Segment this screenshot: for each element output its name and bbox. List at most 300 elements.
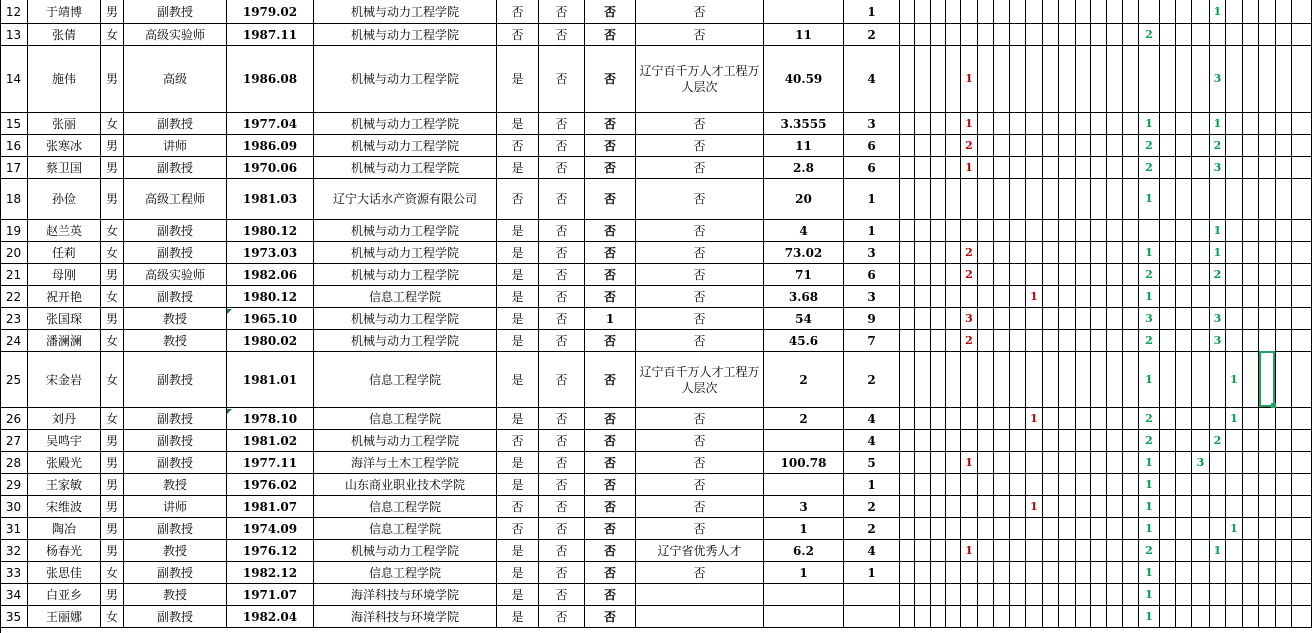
narrow-cell[interactable]: [1292, 157, 1312, 178]
cell-unit[interactable]: [314, 24, 497, 45]
narrow-cell[interactable]: [1076, 157, 1091, 178]
narrow-cell[interactable]: [1243, 135, 1259, 156]
narrow-cell[interactable]: [1076, 264, 1091, 285]
cell-date[interactable]: [227, 330, 314, 351]
narrow-cell[interactable]: [1292, 496, 1312, 517]
narrow-cell[interactable]: [1226, 242, 1243, 263]
narrow-cell[interactable]: [1276, 179, 1292, 219]
narrow-cell[interactable]: [1243, 264, 1259, 285]
narrow-cell[interactable]: [1160, 584, 1176, 605]
narrow-cell[interactable]: [978, 518, 994, 539]
narrow-cell[interactable]: [1276, 220, 1292, 241]
cell-name[interactable]: [28, 352, 101, 407]
mark-cell-k[interactable]: 1: [1210, 242, 1226, 263]
cell-c1[interactable]: [497, 135, 539, 156]
cell-fund[interactable]: [764, 330, 844, 351]
cell-c2[interactable]: [539, 474, 585, 495]
narrow-cell[interactable]: [1259, 606, 1276, 627]
narrow-cell[interactable]: [1243, 452, 1259, 473]
cell-name[interactable]: [28, 606, 101, 627]
cell-no[interactable]: [0, 24, 28, 45]
narrow-cell[interactable]: [1107, 452, 1123, 473]
narrow-cell[interactable]: [1107, 474, 1123, 495]
cell-title[interactable]: [124, 452, 227, 473]
narrow-cell[interactable]: [1123, 540, 1139, 561]
narrow-cell[interactable]: [1160, 46, 1176, 112]
cell-talent[interactable]: [636, 452, 764, 473]
narrow-cell[interactable]: [931, 518, 946, 539]
mark-cell-j[interactable]: 3: [1192, 452, 1210, 473]
cell-c1[interactable]: [497, 157, 539, 178]
cell-c2[interactable]: [539, 264, 585, 285]
cell-unit[interactable]: [314, 179, 497, 219]
narrow-cell[interactable]: [1192, 584, 1210, 605]
cell-c1[interactable]: [497, 562, 539, 583]
cell-fund[interactable]: [764, 157, 844, 178]
mark-cell-b[interactable]: 2: [961, 135, 978, 156]
narrow-cell[interactable]: [1243, 474, 1259, 495]
cell-date[interactable]: [227, 430, 314, 451]
narrow-cell[interactable]: [994, 286, 1010, 307]
cell-unit[interactable]: [314, 408, 497, 429]
narrow-cell[interactable]: [1243, 518, 1259, 539]
narrow-cell[interactable]: [1139, 46, 1160, 112]
narrow-cell[interactable]: [1059, 452, 1076, 473]
narrow-cell[interactable]: [1107, 562, 1123, 583]
cell-talent[interactable]: [636, 308, 764, 329]
cell-no[interactable]: [0, 474, 28, 495]
narrow-cell[interactable]: [915, 242, 931, 263]
narrow-cell[interactable]: [1292, 584, 1312, 605]
cell-title[interactable]: [124, 562, 227, 583]
narrow-cell[interactable]: [1043, 352, 1059, 407]
mark-cell-b[interactable]: 3: [961, 308, 978, 329]
cell-fund[interactable]: [764, 135, 844, 156]
narrow-cell[interactable]: [1043, 264, 1059, 285]
narrow-cell[interactable]: [1076, 606, 1091, 627]
mark-cell-i[interactable]: 2: [1139, 135, 1160, 156]
cell-c3[interactable]: [585, 562, 636, 583]
narrow-cell[interactable]: [994, 220, 1010, 241]
narrow-cell[interactable]: [1107, 518, 1123, 539]
cell-fund[interactable]: [764, 408, 844, 429]
narrow-cell[interactable]: [961, 352, 978, 407]
cell-count[interactable]: [844, 430, 900, 451]
cell-no[interactable]: [0, 562, 28, 583]
narrow-cell[interactable]: [900, 352, 915, 407]
narrow-cell[interactable]: [915, 606, 931, 627]
narrow-cell[interactable]: [1123, 220, 1139, 241]
cell-title[interactable]: [124, 408, 227, 429]
narrow-cell[interactable]: [1123, 179, 1139, 219]
narrow-cell[interactable]: [946, 540, 961, 561]
cell-fund[interactable]: [764, 24, 844, 45]
narrow-cell[interactable]: [1210, 352, 1226, 407]
narrow-cell[interactable]: [1276, 242, 1292, 263]
cell-c2[interactable]: [539, 562, 585, 583]
narrow-cell[interactable]: [946, 46, 961, 112]
narrow-cell[interactable]: [1010, 308, 1026, 329]
mark-cell-i[interactable]: 1: [1139, 352, 1160, 407]
cell-fund[interactable]: [764, 518, 844, 539]
narrow-cell[interactable]: [1226, 606, 1243, 627]
cell-unit[interactable]: [314, 46, 497, 112]
mark-cell-k[interactable]: 2: [1210, 430, 1226, 451]
narrow-cell[interactable]: [1107, 584, 1123, 605]
cell-c1[interactable]: [497, 286, 539, 307]
cell-unit[interactable]: [314, 135, 497, 156]
cell-unit[interactable]: [314, 496, 497, 517]
narrow-cell[interactable]: [1107, 242, 1123, 263]
cell-c3[interactable]: [585, 474, 636, 495]
narrow-cell[interactable]: [946, 264, 961, 285]
narrow-cell[interactable]: [1276, 606, 1292, 627]
cell-gender[interactable]: [101, 408, 124, 429]
narrow-cell[interactable]: [915, 113, 931, 134]
narrow-cell[interactable]: [1243, 584, 1259, 605]
narrow-cell[interactable]: [1292, 430, 1312, 451]
narrow-cell[interactable]: [1276, 474, 1292, 495]
cell-c1[interactable]: [497, 0, 539, 23]
narrow-cell[interactable]: [946, 330, 961, 351]
narrow-cell[interactable]: [915, 518, 931, 539]
narrow-cell[interactable]: [900, 135, 915, 156]
narrow-cell[interactable]: [978, 430, 994, 451]
cell-count[interactable]: [844, 606, 900, 627]
cell-fund[interactable]: [764, 242, 844, 263]
narrow-cell[interactable]: [1043, 46, 1059, 112]
cell-name[interactable]: [28, 242, 101, 263]
narrow-cell[interactable]: [900, 518, 915, 539]
narrow-cell[interactable]: [1107, 135, 1123, 156]
cell-name[interactable]: [28, 540, 101, 561]
narrow-cell[interactable]: [1226, 135, 1243, 156]
cell-c2[interactable]: [539, 452, 585, 473]
narrow-cell[interactable]: [1123, 584, 1139, 605]
mark-cell-k[interactable]: 1: [1210, 0, 1226, 23]
cell-c1[interactable]: [497, 220, 539, 241]
narrow-cell[interactable]: [1210, 584, 1226, 605]
narrow-cell[interactable]: [946, 242, 961, 263]
narrow-cell[interactable]: [946, 24, 961, 45]
narrow-cell[interactable]: [1176, 452, 1192, 473]
cell-date[interactable]: [227, 220, 314, 241]
narrow-cell[interactable]: [1043, 606, 1059, 627]
cell-no[interactable]: [0, 408, 28, 429]
cell-no[interactable]: [0, 584, 28, 605]
narrow-cell[interactable]: [978, 46, 994, 112]
narrow-cell[interactable]: [900, 606, 915, 627]
cell-c1[interactable]: [497, 113, 539, 134]
cell-title[interactable]: [124, 113, 227, 134]
narrow-cell[interactable]: [1123, 408, 1139, 429]
narrow-cell[interactable]: [1259, 408, 1276, 429]
narrow-cell[interactable]: [1160, 179, 1176, 219]
narrow-cell[interactable]: [1123, 264, 1139, 285]
narrow-cell[interactable]: [1276, 408, 1292, 429]
mark-cell-i[interactable]: 2: [1139, 430, 1160, 451]
narrow-cell[interactable]: [961, 474, 978, 495]
narrow-cell[interactable]: [1059, 135, 1076, 156]
narrow-cell[interactable]: [1276, 157, 1292, 178]
narrow-cell[interactable]: [1010, 330, 1026, 351]
narrow-cell[interactable]: [1059, 330, 1076, 351]
narrow-cell[interactable]: [1123, 135, 1139, 156]
narrow-cell[interactable]: [1259, 452, 1276, 473]
cell-talent[interactable]: [636, 157, 764, 178]
narrow-cell[interactable]: [1243, 330, 1259, 351]
narrow-cell[interactable]: [1192, 496, 1210, 517]
narrow-cell[interactable]: [915, 308, 931, 329]
cell-talent[interactable]: [636, 135, 764, 156]
cell-gender[interactable]: [101, 264, 124, 285]
narrow-cell[interactable]: [1176, 408, 1192, 429]
narrow-cell[interactable]: [1243, 242, 1259, 263]
cell-talent[interactable]: [636, 584, 764, 605]
narrow-cell[interactable]: [978, 242, 994, 263]
narrow-cell[interactable]: [931, 0, 946, 23]
cell-c3[interactable]: [585, 584, 636, 605]
narrow-cell[interactable]: [1010, 496, 1026, 517]
cell-gender[interactable]: [101, 496, 124, 517]
narrow-cell[interactable]: [1226, 562, 1243, 583]
cell-name[interactable]: [28, 330, 101, 351]
narrow-cell[interactable]: [1226, 430, 1243, 451]
narrow-cell[interactable]: [1259, 242, 1276, 263]
narrow-cell[interactable]: [1107, 408, 1123, 429]
cell-fund[interactable]: [764, 430, 844, 451]
narrow-cell[interactable]: [931, 135, 946, 156]
narrow-cell[interactable]: [1010, 352, 1026, 407]
narrow-cell[interactable]: [1026, 308, 1043, 329]
narrow-cell[interactable]: [1026, 264, 1043, 285]
cell-name[interactable]: [28, 474, 101, 495]
narrow-cell[interactable]: [1059, 430, 1076, 451]
cell-count[interactable]: [844, 496, 900, 517]
narrow-cell[interactable]: [1292, 286, 1312, 307]
cell-gender[interactable]: [101, 352, 124, 407]
narrow-cell[interactable]: [1059, 308, 1076, 329]
cell-c2[interactable]: [539, 286, 585, 307]
narrow-cell[interactable]: [1192, 220, 1210, 241]
narrow-cell[interactable]: [1059, 179, 1076, 219]
cell-count[interactable]: [844, 584, 900, 605]
narrow-cell[interactable]: [1091, 474, 1107, 495]
narrow-cell[interactable]: [1091, 540, 1107, 561]
narrow-cell[interactable]: [1010, 24, 1026, 45]
narrow-cell[interactable]: [1043, 179, 1059, 219]
narrow-cell[interactable]: [1123, 308, 1139, 329]
cell-name[interactable]: [28, 518, 101, 539]
narrow-cell[interactable]: [900, 179, 915, 219]
cell-name[interactable]: [28, 157, 101, 178]
narrow-cell[interactable]: [1043, 242, 1059, 263]
mark-cell-i[interactable]: 1: [1139, 606, 1160, 627]
narrow-cell[interactable]: [1107, 308, 1123, 329]
narrow-cell[interactable]: [1107, 286, 1123, 307]
narrow-cell[interactable]: [931, 242, 946, 263]
narrow-cell[interactable]: [915, 24, 931, 45]
narrow-cell[interactable]: [1091, 286, 1107, 307]
narrow-cell[interactable]: [1043, 540, 1059, 561]
narrow-cell[interactable]: [1010, 157, 1026, 178]
narrow-cell[interactable]: [1226, 474, 1243, 495]
narrow-cell[interactable]: [1076, 0, 1091, 23]
cell-title[interactable]: [124, 496, 227, 517]
narrow-cell[interactable]: [1091, 352, 1107, 407]
cell-gender[interactable]: [101, 242, 124, 263]
narrow-cell[interactable]: [1091, 408, 1107, 429]
narrow-cell[interactable]: [1043, 474, 1059, 495]
narrow-cell[interactable]: [915, 286, 931, 307]
narrow-cell[interactable]: [1091, 264, 1107, 285]
narrow-cell[interactable]: [1043, 496, 1059, 517]
narrow-cell[interactable]: [1076, 308, 1091, 329]
narrow-cell[interactable]: [1226, 179, 1243, 219]
narrow-cell[interactable]: [1059, 518, 1076, 539]
narrow-cell[interactable]: [1226, 0, 1243, 23]
narrow-cell[interactable]: [1076, 474, 1091, 495]
narrow-cell[interactable]: [931, 474, 946, 495]
cell-gender[interactable]: [101, 179, 124, 219]
narrow-cell[interactable]: [1276, 135, 1292, 156]
mark-cell-i[interactable]: 1: [1139, 286, 1160, 307]
mark-cell-l[interactable]: 1: [1226, 352, 1243, 407]
cell-fund[interactable]: [764, 352, 844, 407]
narrow-cell[interactable]: [1010, 113, 1026, 134]
narrow-cell[interactable]: [978, 264, 994, 285]
cell-title[interactable]: [124, 157, 227, 178]
narrow-cell[interactable]: [1076, 179, 1091, 219]
mark-cell-i[interactable]: 1: [1139, 113, 1160, 134]
cell-unit[interactable]: [314, 308, 497, 329]
cell-title[interactable]: [124, 286, 227, 307]
cell-gender[interactable]: [101, 430, 124, 451]
narrow-cell[interactable]: [1292, 24, 1312, 45]
cell-date[interactable]: [227, 518, 314, 539]
cell-date[interactable]: [227, 46, 314, 112]
narrow-cell[interactable]: [915, 452, 931, 473]
narrow-cell[interactable]: [1123, 242, 1139, 263]
narrow-cell[interactable]: [1276, 584, 1292, 605]
narrow-cell[interactable]: [1076, 408, 1091, 429]
narrow-cell[interactable]: [900, 157, 915, 178]
narrow-cell[interactable]: [1292, 606, 1312, 627]
narrow-cell[interactable]: [1043, 408, 1059, 429]
narrow-cell[interactable]: [1276, 24, 1292, 45]
narrow-cell[interactable]: [915, 264, 931, 285]
narrow-cell[interactable]: [1276, 113, 1292, 134]
narrow-cell[interactable]: [1026, 352, 1043, 407]
cell-fund[interactable]: [764, 496, 844, 517]
narrow-cell[interactable]: [1176, 352, 1192, 407]
cell-date[interactable]: [227, 135, 314, 156]
cell-talent[interactable]: [636, 242, 764, 263]
narrow-cell[interactable]: [961, 179, 978, 219]
narrow-cell[interactable]: [1210, 496, 1226, 517]
mark-cell-l[interactable]: 1: [1226, 518, 1243, 539]
narrow-cell[interactable]: [1292, 562, 1312, 583]
mark-cell-k[interactable]: 2: [1210, 135, 1226, 156]
cell-date[interactable]: [227, 0, 314, 23]
narrow-cell[interactable]: [1192, 242, 1210, 263]
cell-unit[interactable]: [314, 474, 497, 495]
narrow-cell[interactable]: [1010, 430, 1026, 451]
narrow-cell[interactable]: [1160, 157, 1176, 178]
narrow-cell[interactable]: [961, 606, 978, 627]
cell-c1[interactable]: [497, 179, 539, 219]
narrow-cell[interactable]: [900, 408, 915, 429]
cell-c2[interactable]: [539, 46, 585, 112]
cell-unit[interactable]: [314, 113, 497, 134]
narrow-cell[interactable]: [1026, 0, 1043, 23]
cell-count[interactable]: [844, 24, 900, 45]
narrow-cell[interactable]: [1276, 452, 1292, 473]
narrow-cell[interactable]: [978, 308, 994, 329]
narrow-cell[interactable]: [946, 518, 961, 539]
narrow-cell[interactable]: [1026, 46, 1043, 112]
cell-c1[interactable]: [497, 452, 539, 473]
narrow-cell[interactable]: [1059, 540, 1076, 561]
cell-gender[interactable]: [101, 220, 124, 241]
cell-no[interactable]: [0, 330, 28, 351]
narrow-cell[interactable]: [1091, 496, 1107, 517]
cell-title[interactable]: [124, 308, 227, 329]
narrow-cell[interactable]: [1243, 308, 1259, 329]
narrow-cell[interactable]: [931, 496, 946, 517]
narrow-cell[interactable]: [1010, 286, 1026, 307]
cell-date[interactable]: [227, 606, 314, 627]
narrow-cell[interactable]: [900, 286, 915, 307]
narrow-cell[interactable]: [1043, 308, 1059, 329]
narrow-cell[interactable]: [1160, 562, 1176, 583]
mark-cell-e[interactable]: 1: [1026, 496, 1043, 517]
narrow-cell[interactable]: [1010, 46, 1026, 112]
mark-cell-k[interactable]: 3: [1210, 157, 1226, 178]
narrow-cell[interactable]: [915, 179, 931, 219]
narrow-cell[interactable]: [961, 220, 978, 241]
cell-c2[interactable]: [539, 157, 585, 178]
mark-cell-e[interactable]: 1: [1026, 408, 1043, 429]
cell-no[interactable]: [0, 242, 28, 263]
cell-fund[interactable]: [764, 0, 844, 23]
narrow-cell[interactable]: [1243, 496, 1259, 517]
narrow-cell[interactable]: [931, 179, 946, 219]
narrow-cell[interactable]: [1091, 430, 1107, 451]
cell-c1[interactable]: [497, 518, 539, 539]
narrow-cell[interactable]: [1059, 24, 1076, 45]
narrow-cell[interactable]: [1010, 0, 1026, 23]
narrow-cell[interactable]: [915, 330, 931, 351]
narrow-cell[interactable]: [1259, 0, 1276, 23]
narrow-cell[interactable]: [900, 452, 915, 473]
narrow-cell[interactable]: [1107, 606, 1123, 627]
narrow-cell[interactable]: [994, 352, 1010, 407]
narrow-cell[interactable]: [978, 408, 994, 429]
narrow-cell[interactable]: [1292, 474, 1312, 495]
cell-c3[interactable]: [585, 179, 636, 219]
narrow-cell[interactable]: [1226, 113, 1243, 134]
cell-no[interactable]: [0, 46, 28, 112]
narrow-cell[interactable]: [1107, 352, 1123, 407]
narrow-cell[interactable]: [931, 430, 946, 451]
cell-gender[interactable]: [101, 518, 124, 539]
narrow-cell[interactable]: [900, 540, 915, 561]
mark-cell-i[interactable]: 2: [1139, 264, 1160, 285]
mark-cell-e[interactable]: 1: [1026, 286, 1043, 307]
narrow-cell[interactable]: [1226, 286, 1243, 307]
narrow-cell[interactable]: [978, 179, 994, 219]
